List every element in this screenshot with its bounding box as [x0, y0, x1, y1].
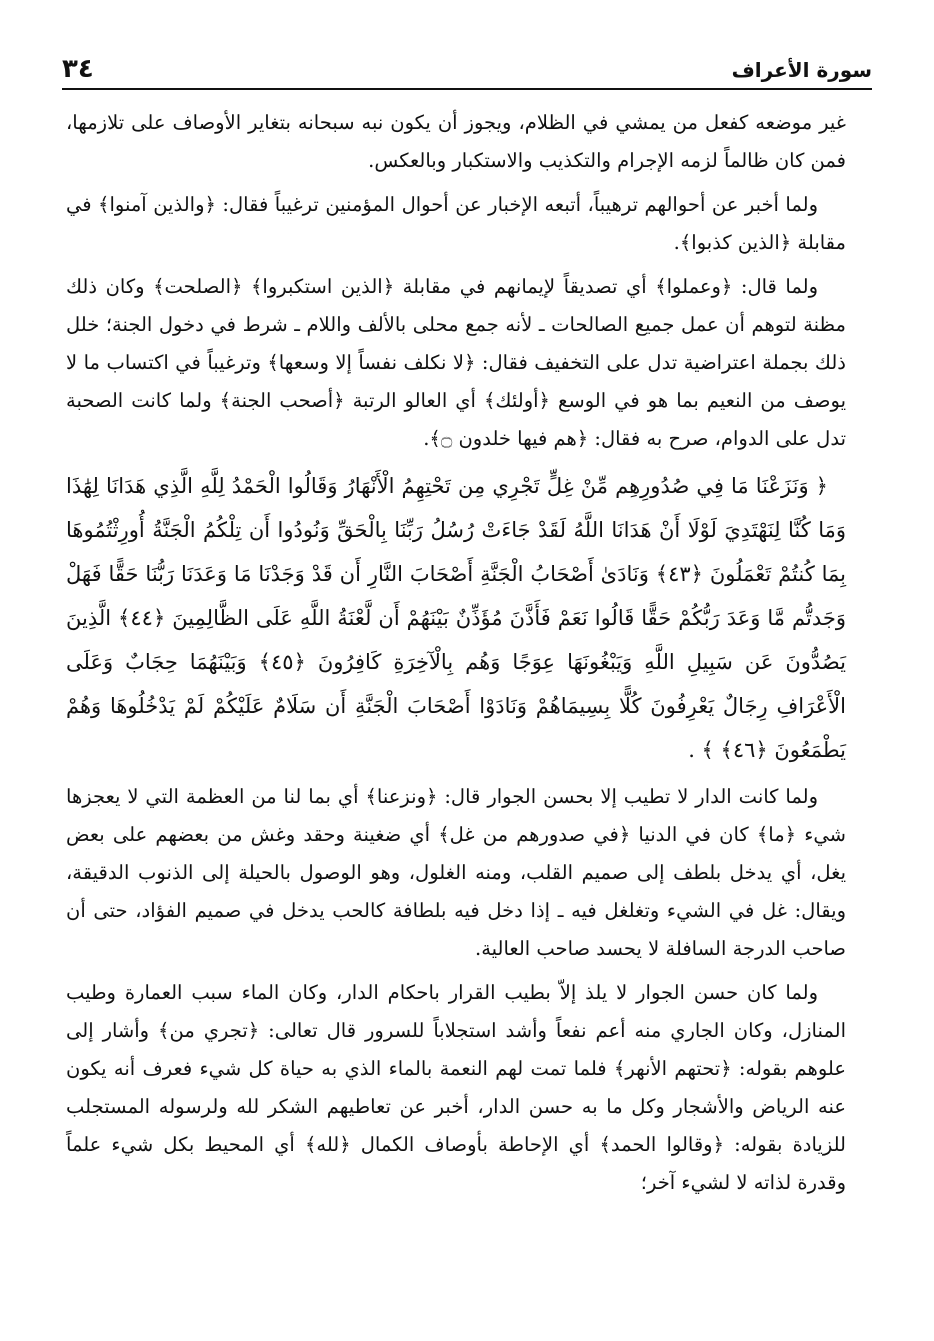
page-header: [62, 52, 872, 90]
paragraph-2: ولما أخبر عن أحوالهم ترهيباً، أتبعه الإخبار عن أحوال المؤمنين ترغيباً فقال: ﴿والذين آمنوا﴾ في مقابلة ﴿الذين كذبوا﴾.: [66, 193, 846, 254]
paragraph-5: ولما كان حسن الجوار لا يلذ إلاّ بطيب القرار باحكام الدار، وكان الماء سبب العمارة وطيب المنازل، وكان الجاري منه أعم نفعاً وأشد استجلاباً للسرور قال تعالى: ﴿تجري من﴾ وأشار إلى علوهم بقوله: ﴿تحتهم الأنهر﴾ فلما تمت لهم النعمة بالماء الذي به حياة كل شيء فعرف أنه يكون عنه الرياض والأشجار وكل ما به حسن الدار، أخبر عن تعاطيهم الشكر لله ولرسوله المستجلب للزيادة بقوله: ﴿وقالوا الحمد﴾ أي الإحاطة بأوصاف الكمال ﴿لله﴾ أي المحيط بكل شيء علماً وقدرة لذاته لا لشيء آخر؛: [66, 981, 846, 1194]
paragraph-4: ولما كانت الدار لا تطيب إلا بحسن الجوار قال: ﴿ونزعنا﴾ أي بما لنا من العظمة التي لا يعجزها شيء ﴿ما﴾ كان في الدنيا ﴿في صدورهم من غل﴾ أي ضغينة وحقد وغش من بعضهم على بعض يغل، أي يدخل بلطف إلى صميم القلب، ومنه الغلول، وهو الوصول بالحيلة إلى الذنوب الدقيقة، ويقال: غل في الشيء وتغلغل فيه ـ إذا دخل فيه بلطافة كالحب يدخل في صميم الفؤاد، حتى أن صاحب الدرجة السافلة لا يحسد صاحب العالية.: [66, 785, 846, 960]
quran-verses-block: ﴿ وَنَزَعْنَا مَا فِي صُدُورِهِم مِّنْ غِلٍّ تَجْرِي مِن تَحْتِهِمُ الْأَنْهَارُ وَقَالُوا الْحَمْدُ لِلَّهِ الَّذِي هَدَانَا لِهَٰذَا وَمَا كُنَّا لِنَهْتَدِيَ لَوْلَا أَنْ هَدَانَا اللَّهُ لَقَدْ جَاءَتْ رُسُلُ رَبِّنَا بِالْحَقِّ وَنُودُوا أَن تِلْكُمُ الْجَنَّةُ أُورِثْتُمُوهَا بِمَا كُنتُمْ تَعْمَلُونَ ﴿٤٣﴾ وَنَادَىٰ أَصْحَابُ الْجَنَّةِ أَصْحَابَ النَّارِ أَن قَدْ وَجَدْنَا مَا وَعَدَنَا رَبُّنَا حَقًّا فَهَلْ وَجَدتُّم مَّا وَعَدَ رَبُّكُمْ حَقًّا قَالُوا نَعَمْ فَأَذَّنَ مُؤَذِّنٌ بَيْنَهُمْ أَن لَّعْنَةُ اللَّهِ عَلَى الظَّالِمِينَ ﴿٤٤﴾ الَّذِينَ يَصُدُّونَ عَن سَبِيلِ اللَّهِ وَيَبْغُونَهَا عِوَجًا وَهُم بِالْآخِرَةِ كَافِرُونَ ﴿٤٥﴾ وَبَيْنَهُمَا حِجَابٌ وَعَلَى الْأَعْرَافِ رِجَالٌ يَعْرِفُونَ كُلًّا بِسِيمَاهُمْ وَنَادَوْا أَصْحَابَ الْجَنَّةِ أَن سَلَامٌ عَلَيْكُمْ لَمْ يَدْخُلُوهَا وَهُمْ يَطْمَعُونَ ﴿٤٦﴾ ﴾ .: [66, 474, 846, 762]
paragraph-1: غير موضعه كفعل من يمشي في الظلام، ويجوز أن يكون نبه سبحانه بتغاير الأوصاف على تلازمها، فمن كان ظالماً لزمه الإجرام والتكذيب والاستكبار وبالعكس.: [66, 111, 846, 172]
page-body: [66, 104, 846, 1208]
page-number: ٣٤: [62, 54, 94, 84]
surah-title: سورة الأعراف: [731, 58, 872, 82]
paragraph-3: ولما قال: ﴿وعملوا﴾ أي تصديقاً لإيمانهم في مقابلة ﴿الذين استكبروا﴾ ﴿الصلحت﴾ وكان ذلك مظنة لتوهم أن عمل جميع الصالحات ـ لأنه جمع محلى بالألف واللام ـ شرط في دخول الجنة؛ خلل ذلك بجملة اعتراضية تدل على التخفيف فقال: ﴿لا نكلف نفساً إلا وسعها﴾ وترغيباً في اكتساب ما لا يوصف من النعيم بما هو في الوسع ﴿أولئك﴾ أي العالو الرتبة ﴿أصحب الجنة﴾ ولما كانت الصحبة تدل على الدوام، صرح به فقال: ﴿هم فيها خلدون ۝﴾.: [66, 275, 846, 450]
